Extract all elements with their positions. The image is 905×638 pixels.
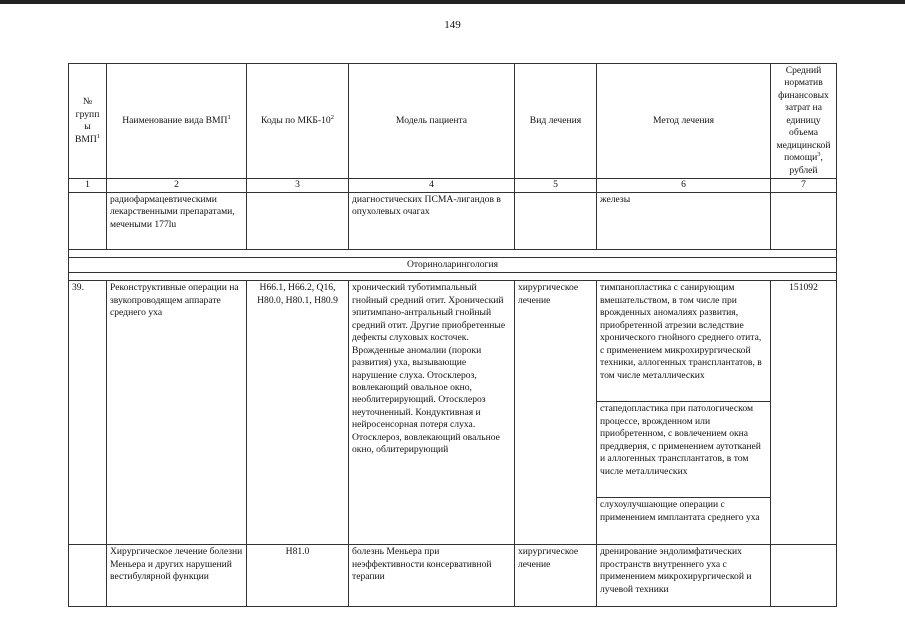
cell-icd-codes: H66.1, H66.2, Q16, H80.0, H80.1, H80.9 <box>247 281 349 545</box>
header-group-number: № групп ы ВМП$^1$ <box>69 64 107 179</box>
header-vmp-name: Наименование вида ВМП$^1$ <box>107 64 247 179</box>
cell-empty <box>69 192 107 249</box>
header-treatment-method: Метод лечения <box>597 64 771 179</box>
header-icd-codes: Коды по МКБ-$10^2$ <box>247 64 349 179</box>
spacer-row <box>69 273 837 281</box>
spacer-row <box>69 249 837 257</box>
cell-treatment-method: стапедопластика при патологическом процессе, врожденном или приобретенном, с вовлечением окна преддверия, с применением аутотканей и аллогенных трансплантатов, в том числе металлических <box>597 402 771 498</box>
column-number: 7 <box>771 179 837 193</box>
column-number: 5 <box>515 179 597 193</box>
column-number: 2 <box>107 179 247 193</box>
cell-patient-model: болезнь Меньера при неэффективности консервативной терапии <box>349 545 515 607</box>
header-treatment-type: Вид лечения <box>515 64 597 179</box>
cell-vmp-name: Реконструктивные операции на звукопроводящем аппарате среднего уха <box>107 281 247 545</box>
column-number: 1 <box>69 179 107 193</box>
cell-treatment-method: тимпанопластика с санирующим вмешательством, в том числе при врожденных аномалиях развития, приобретенной атрезии вследствие хронического гнойного среднего отита, с применением микрохирургической техники, аллогенных трансплантатов, в том числе металлических <box>597 281 771 402</box>
page-number: 149 <box>444 19 461 31</box>
continuation-row <box>69 192 837 249</box>
cell-patient-model: хронический туботимпальный гнойный средний отит. Хронический эпитимпано-антральный гнойный средний отит. Другие приобретенные дефекты слуховых косточек. Врожденные аномалии (пороки развития) уха, вызывающие нарушение слуха. Отосклероз, вовлекающий овальное окно, необлитерирующий. Отосклероз неуточненный. Кондуктивная и нейросенсорная потеря слуха. Отосклероз, вовлекающий овальное окно, облитерирующий <box>349 281 515 545</box>
column-number: 6 <box>597 179 771 193</box>
cell-vmp-name: Хирургическое лечение болезни Меньера и других нарушений вестибулярной функции <box>107 545 247 607</box>
cell-vmp-name: радиофармацевтическими лекарственными препаратами, мечеными 177lu <box>107 192 247 249</box>
cell-empty <box>771 192 837 249</box>
cell-treatment-method: дренирование эндолимфатических пространств внутреннего уха с применением микрохирургической и лучевой техники <box>597 545 771 607</box>
cell-group-number: 39. <box>69 281 107 545</box>
cell-icd-codes: H81.0 <box>247 545 349 607</box>
column-number-row <box>69 179 837 193</box>
cell-treatment-type: хирургическое лечение <box>515 281 597 545</box>
table-row <box>69 545 837 607</box>
section-title: Оториноларингология <box>69 257 837 272</box>
header-cost-norm: Средний норматив финансовых затрат на единицу объема медицинской помощи$^3$, рублей <box>771 64 837 179</box>
header-patient-model: Модель пациента <box>349 64 515 179</box>
cell-treatment-method: слухоулучшающие операции с применением имплантата среднего уха <box>597 498 771 545</box>
cell-patient-model: диагностических ПСМА-лигандов в опухолевых очагах <box>349 192 515 249</box>
cell-empty <box>247 192 349 249</box>
vmp-table <box>68 63 837 607</box>
table-header-row <box>69 64 837 179</box>
cell-empty <box>69 545 107 607</box>
column-number: 3 <box>247 179 349 193</box>
column-number: 4 <box>349 179 515 193</box>
cell-empty <box>771 545 837 607</box>
table-row <box>69 281 837 402</box>
section-row <box>69 257 837 272</box>
cell-cost: 151092 <box>771 281 837 545</box>
cell-empty <box>515 192 597 249</box>
cell-treatment-method: железы <box>597 192 771 249</box>
page-top-border <box>0 0 905 4</box>
cell-treatment-type: хирургическое лечение <box>515 545 597 607</box>
